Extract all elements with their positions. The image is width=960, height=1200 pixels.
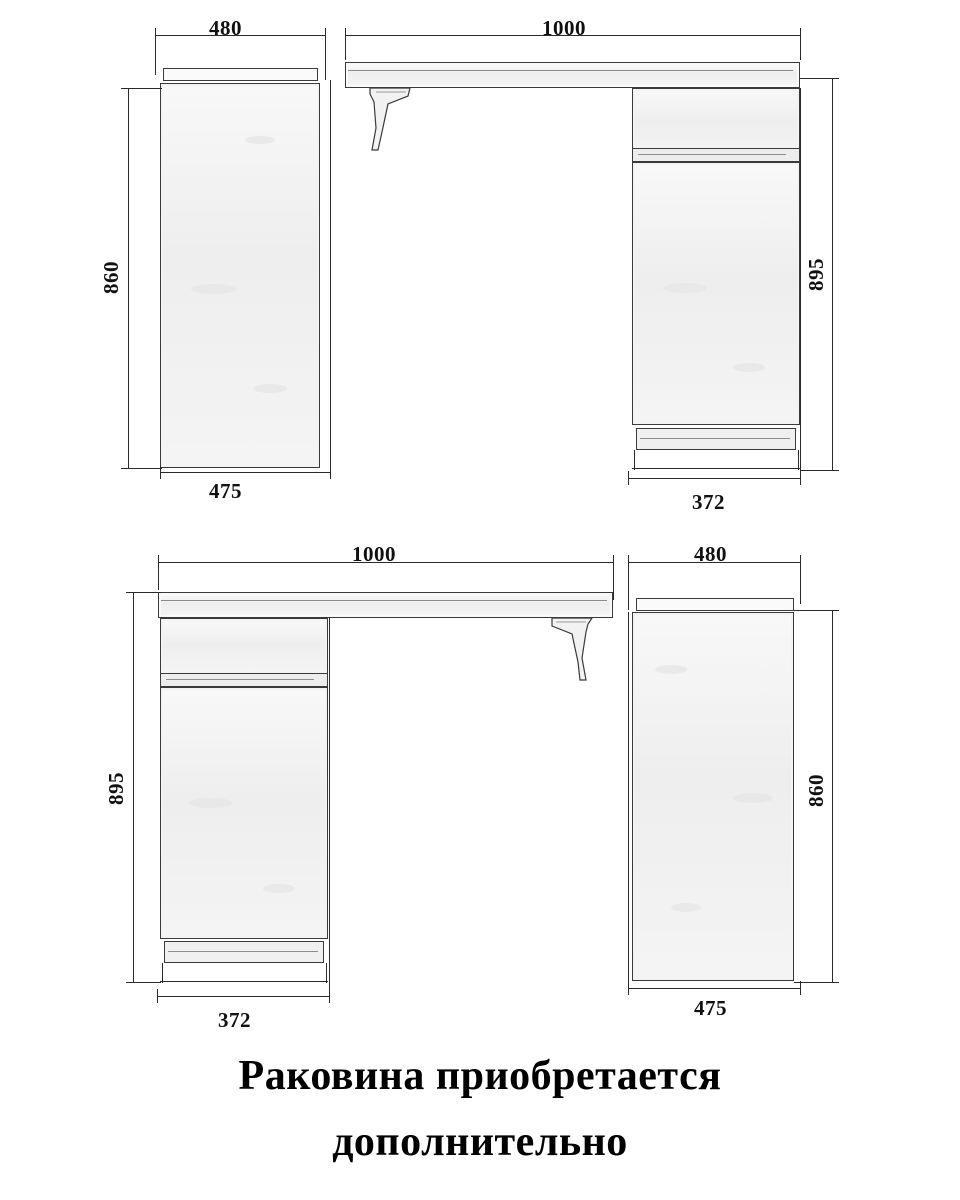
ext-line-tr-w-left (345, 35, 346, 60)
dim-tick-bl-d-left (157, 989, 158, 1003)
countertop-bl (158, 592, 613, 618)
support-bracket-tr (368, 88, 422, 154)
dim-label-tl-depth: 475 (209, 479, 242, 503)
countertop-tr (345, 62, 800, 88)
vanity-handle-tr (632, 148, 800, 162)
vanity-handle-bl (160, 673, 328, 687)
support-bracket-bl (540, 618, 594, 684)
countertop-shading-tr (348, 65, 797, 85)
caption-line-2: дополнительно (332, 1119, 628, 1165)
vanity-door-bl (160, 687, 328, 939)
dim-label-tr-depth: 372 (692, 490, 725, 514)
vanity-door-tr (632, 162, 800, 425)
dim-label-tr-width: 1000 (542, 16, 586, 40)
dim-label-bl-depth: 372 (218, 1008, 251, 1032)
dim-label-br-depth: 475 (694, 996, 727, 1020)
ext-line-tr-h-bottom (800, 470, 834, 471)
ext-line-tr-w-right (800, 35, 801, 60)
texture-mark-tl-2 (191, 284, 237, 294)
texture-mark-tl-1 (245, 136, 275, 144)
dim-line-tr-depth (628, 478, 800, 479)
vanity-leg-left-tr (634, 450, 635, 470)
vanity-leg-left-bl (162, 963, 163, 983)
ext-line-tl-h-top (128, 88, 162, 89)
cabinet-body-tl (160, 83, 320, 468)
dim-label-tr-height: 895 (804, 258, 828, 291)
dim-label-bl-height: 895 (104, 772, 128, 805)
texture-mark-tr-1 (663, 283, 707, 293)
vanity-leg-right-tr (798, 450, 799, 470)
vanity-leg-right-bl (326, 963, 327, 983)
texture-mark-br-1 (655, 665, 687, 674)
dim-line-tr-height (832, 78, 833, 470)
vanity-plinth-line-bl (168, 951, 318, 952)
countertop-edge-line-bl (161, 600, 607, 601)
caption-line-1: Раковина приобретается (238, 1053, 722, 1099)
vanity-floor-line-bl (160, 981, 328, 982)
dim-label-br-height: 860 (804, 774, 828, 807)
texture-mark-bl-1 (189, 798, 233, 808)
vanity-handle-line-tr (638, 154, 786, 155)
countertop-edge-line-tr (348, 70, 793, 71)
ext-line-br-h-top (794, 610, 834, 611)
vanity-drawer-shading-bl (163, 621, 325, 673)
vanity-handle-line-bl (166, 679, 314, 680)
ext-line-bl-w-left (158, 562, 159, 590)
dim-tick-tr-d-left (628, 471, 629, 485)
vanity-floor-line-tr (632, 468, 800, 469)
vanity-plinth-tr (636, 428, 796, 450)
dim-line-bl-depth (157, 996, 329, 997)
dim-label-br-width: 480 (694, 542, 727, 566)
dim-line-br-height (832, 610, 833, 982)
ext-line-tl-d-right (330, 80, 331, 476)
vanity-drawer-bl (160, 618, 328, 676)
dim-label-tl-height: 860 (99, 261, 123, 294)
dim-label-tl-width: 480 (209, 16, 242, 40)
ext-line-br-w-right (800, 562, 801, 604)
ext-line-tr-d-right (800, 88, 801, 478)
texture-mark-br-2 (733, 793, 773, 803)
ext-line-tr-h-top (800, 78, 834, 79)
ext-line-tl-w-left (155, 35, 156, 75)
texture-mark-bl-2 (263, 884, 295, 893)
vanity-door-shading-tr (635, 165, 797, 422)
dim-line-br-depth (628, 988, 800, 989)
ext-line-tl-w-right (325, 35, 326, 80)
cabinet-top-br (636, 598, 794, 611)
ext-line-br-d-left (628, 612, 629, 990)
cabinet-face-shading-tl (163, 86, 317, 465)
dim-label-bl-width: 1000 (352, 542, 396, 566)
vanity-plinth-line-tr (640, 438, 790, 439)
vanity-door-shading-bl (163, 690, 325, 936)
ext-line-br-w-left (628, 562, 629, 610)
ext-line-bl-w-right (613, 562, 614, 600)
texture-mark-br-3 (671, 903, 701, 912)
cabinet-body-br (632, 612, 794, 981)
ext-line-bl-h-top (133, 592, 161, 593)
dim-line-tl-height (128, 88, 129, 468)
countertop-shading-bl (161, 595, 610, 615)
dim-tick-br-d-right (800, 981, 801, 995)
texture-mark-tr-2 (733, 363, 765, 372)
vanity-plinth-bl (164, 941, 324, 963)
dim-tick-tl-d-left (160, 465, 161, 479)
ext-line-bl-h-bottom (133, 982, 161, 983)
ext-line-bl-d-right (329, 618, 330, 998)
cabinet-top-tl (163, 68, 318, 81)
dim-line-bl-height (133, 592, 134, 982)
ext-line-tl-h-bottom (128, 468, 162, 469)
texture-mark-tl-3 (253, 384, 287, 393)
dim-line-tl-depth (160, 472, 330, 473)
